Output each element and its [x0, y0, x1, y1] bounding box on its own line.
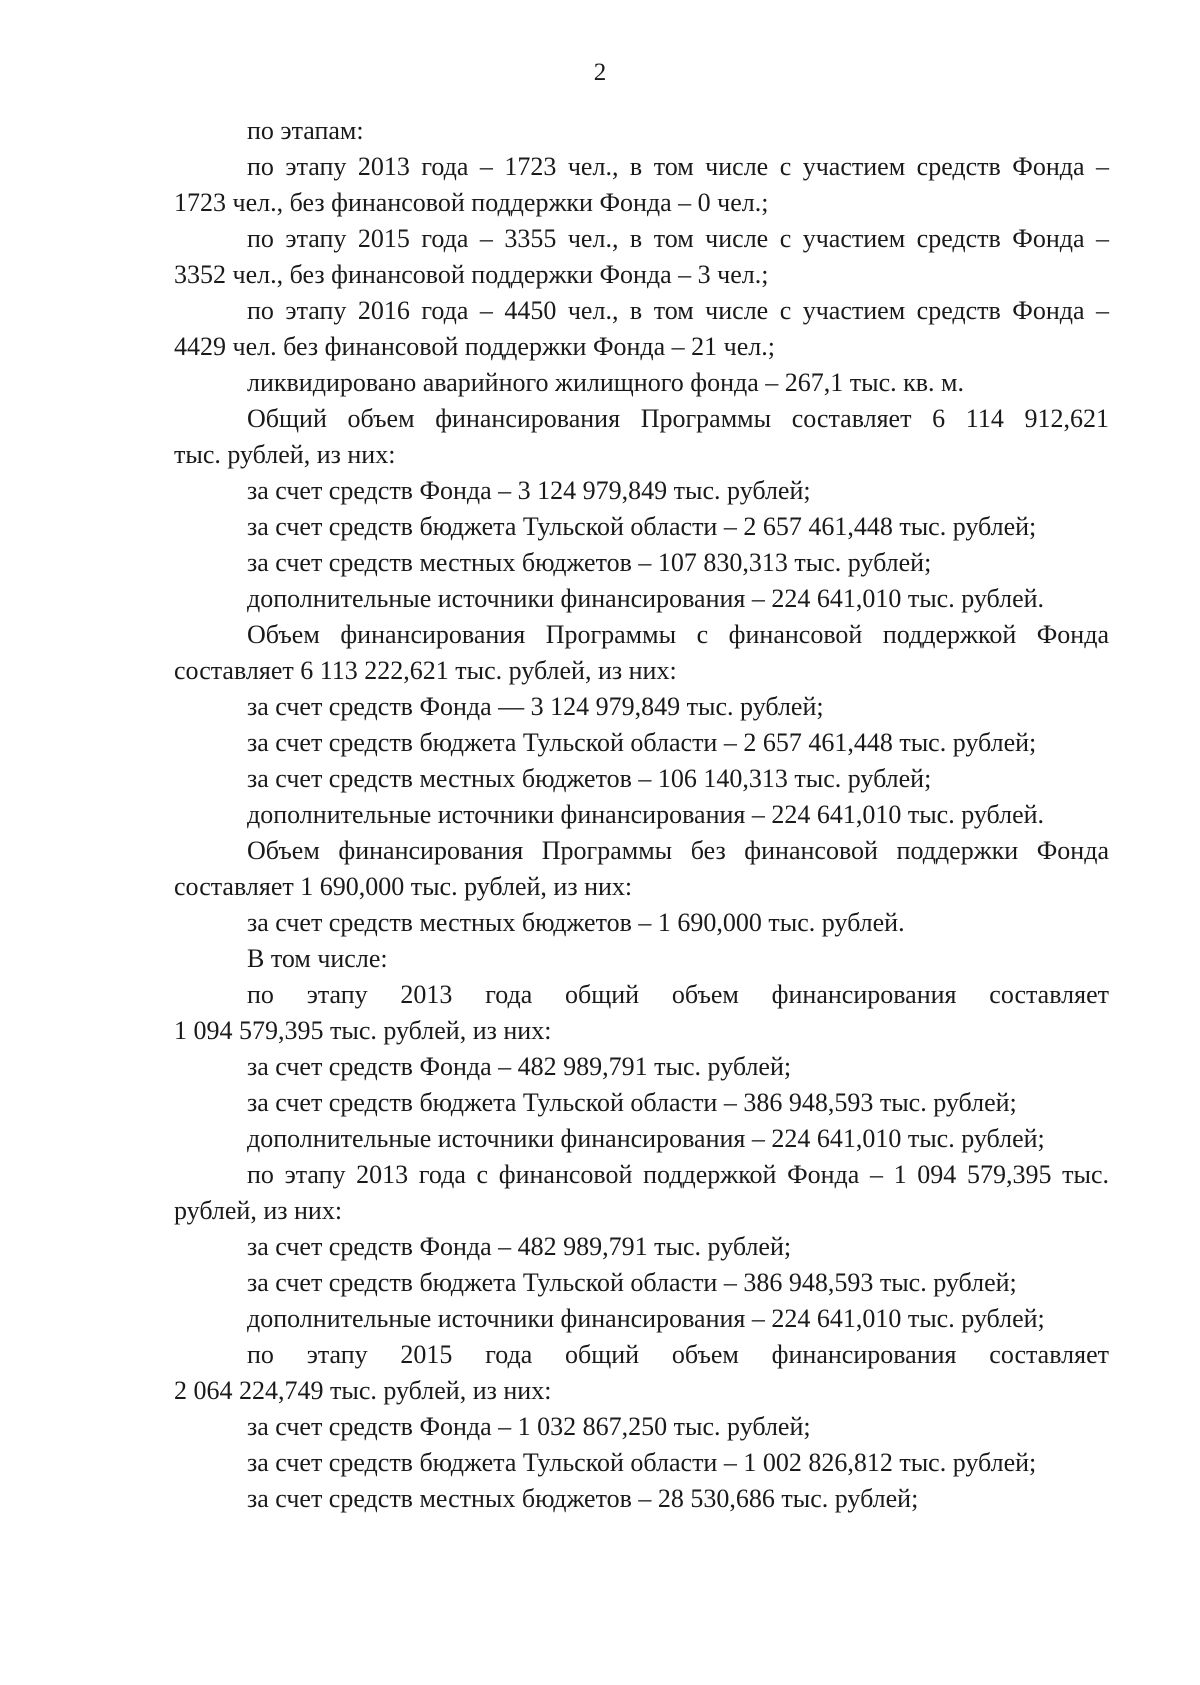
text-line: Объем финансирования Программы без финансовой поддержки Фонда [247, 836, 1109, 865]
text-line: составляет 6 113 222,621 тыс. рублей, из них: [174, 656, 677, 685]
text-line: 1723 чел., без финансовой поддержки Фонда – 0 чел.; [174, 188, 769, 217]
text-line: за счет средств местных бюджетов – 106 140,313 тыс. рублей; [247, 764, 932, 793]
text-line: за счет средств местных бюджетов – 107 830,313 тыс. рублей; [247, 548, 932, 577]
text-line: Объем финансирования Программы с финансовой поддержкой Фонда [247, 620, 1109, 649]
text-line: по этапам: [247, 116, 364, 145]
text-line: дополнительные источники финансирования – 224 641,010 тыс. рублей. [247, 584, 1045, 613]
text-line: 1 094 579,395 тыс. рублей, из них: [174, 1016, 552, 1045]
text-line: за счет средств местных бюджетов – 1 690,000 тыс. рублей. [247, 908, 905, 937]
text-line: по этапу 2015 года общий объем финансирования составляет [247, 1340, 1109, 1369]
text-line: по этапу 2013 года общий объем финансирования составляет [247, 980, 1109, 1009]
text-line: дополнительные источники финансирования – 224 641,010 тыс. рублей; [247, 1304, 1045, 1333]
text-line: составляет 1 690,000 тыс. рублей, из них: [174, 872, 633, 901]
text-line: дополнительные источники финансирования – 224 641,010 тыс. рублей; [247, 1124, 1045, 1153]
text-line: тыс. рублей, из них: [174, 440, 396, 469]
text-line: 4429 чел. без финансовой поддержки Фонда – 21 чел.; [174, 332, 775, 361]
text-line: по этапу 2016 года – 4450 чел., в том числе с участием средств Фонда – [247, 296, 1109, 325]
text-line: за счет средств бюджета Тульской области – 2 657 461,448 тыс. рублей; [247, 728, 1037, 757]
text-line: за счет средств Фонда – 482 989,791 тыс. рублей; [247, 1052, 792, 1081]
text-line: Общий объем финансирования Программы составляет 6 114 912,621 [247, 404, 1109, 433]
text-line: по этапу 2015 года – 3355 чел., в том числе с участием средств Фонда – [247, 224, 1109, 253]
document-body [174, 113, 1109, 1517]
page-number: 2 [593, 59, 607, 86]
text-line: за счет средств Фонда – 482 989,791 тыс. рублей; [247, 1232, 792, 1261]
text-line: дополнительные источники финансирования – 224 641,010 тыс. рублей. [247, 800, 1045, 829]
text-line: В том числе: [247, 944, 388, 973]
text-line: за счет средств бюджета Тульской области – 1 002 826,812 тыс. рублей; [247, 1448, 1037, 1477]
text-line: за счет средств бюджета Тульской области – 2 657 461,448 тыс. рублей; [247, 512, 1037, 541]
text-line: за счет средств Фонда – 1 032 867,250 тыс. рублей; [247, 1412, 811, 1441]
text-line: за счет средств Фонда – 3 124 979,849 тыс. рублей; [247, 476, 811, 505]
text-line: за счет средств Фонда — 3 124 979,849 тыс. рублей; [247, 692, 824, 721]
text-line: рублей, из них: [174, 1196, 343, 1225]
text-line: по этапу 2013 года с финансовой поддержкой Фонда – 1 094 579,395 тыс. [247, 1160, 1109, 1189]
text-line: по этапу 2013 года – 1723 чел., в том числе с участием средств Фонда – [247, 152, 1109, 181]
text-line: за счет средств бюджета Тульской области – 386 948,593 тыс. рублей; [247, 1088, 1017, 1117]
text-line: ликвидировано аварийного жилищного фонда – 267,1 тыс. кв. м. [247, 368, 964, 397]
text-line: 2 064 224,749 тыс. рублей, из них: [174, 1376, 552, 1405]
text-line: 3352 чел., без финансовой поддержки Фонда – 3 чел.; [174, 260, 769, 289]
text-line: за счет средств местных бюджетов – 28 530,686 тыс. рублей; [247, 1484, 919, 1513]
text-line: за счет средств бюджета Тульской области – 386 948,593 тыс. рублей; [247, 1268, 1017, 1297]
